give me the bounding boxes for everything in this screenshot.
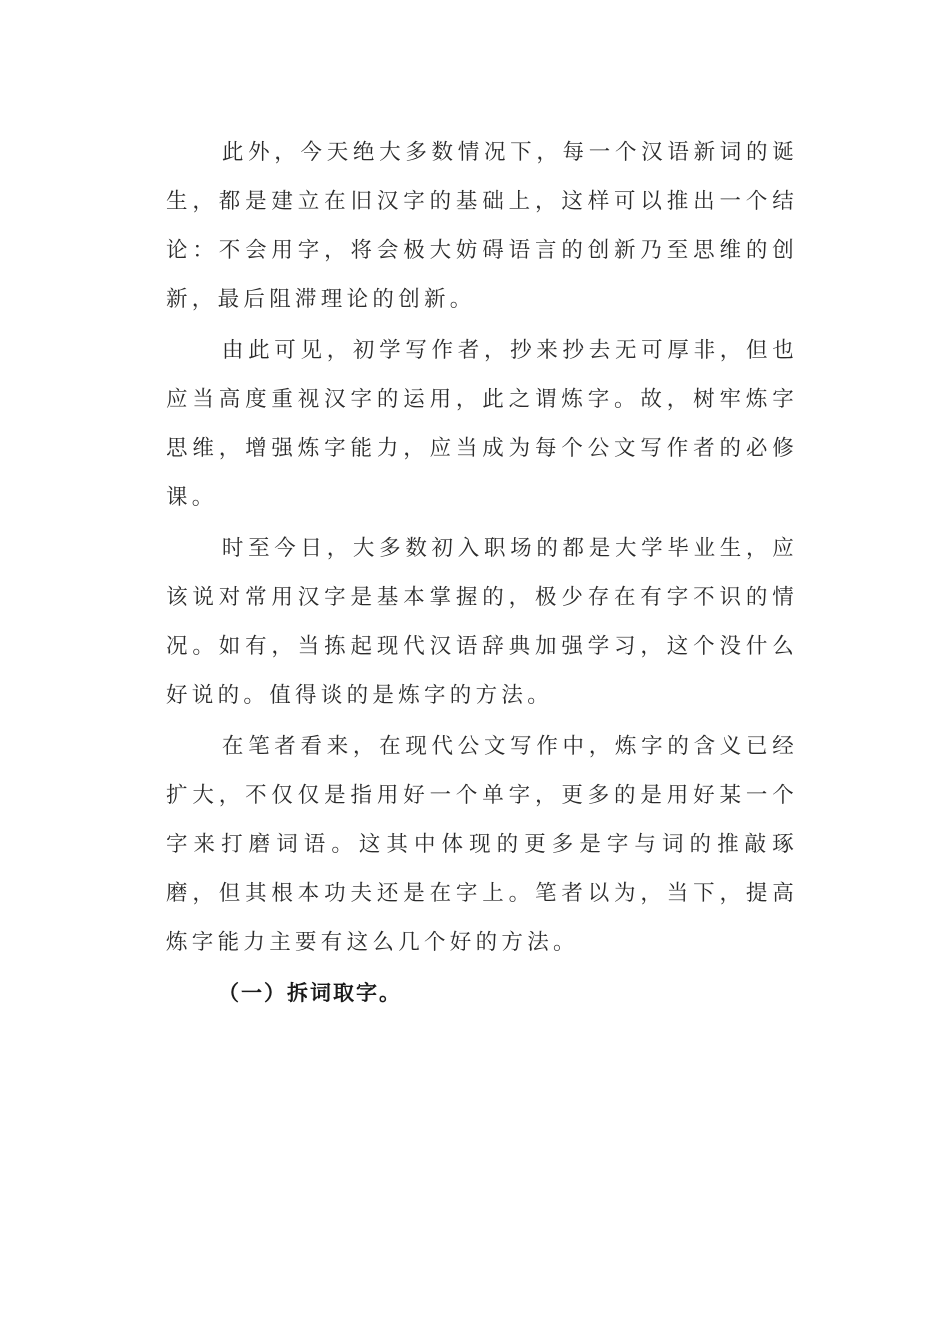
document-body <box>166 128 798 1018</box>
paragraph-3: 时至今日，大多数初入职场的都是大学毕业生，应该说对常用汉字是基本掌握的，极少存在有字不识的情况。如有，当拣起现代汉语辞典加强学习，这个没什么好说的。值得谈的是炼字的方法。 <box>166 536 798 708</box>
paragraph-1: 此外，今天绝大多数情况下，每一个汉语新词的诞生，都是建立在旧汉字的基础上，这样可以推出一个结论：不会用字，将会极大妨碍语言的创新乃至思维的创新，最后阻滞理论的创新。 <box>166 140 798 312</box>
paragraph-2: 由此可见，初学写作者，抄来抄去无可厚非，但也应当高度重视汉字的运用，此之谓炼字。故，树牢炼字思维，增强炼字能力，应当成为每个公文写作者的必修课。 <box>166 338 798 510</box>
paragraph-4: 在笔者看来，在现代公文写作中，炼字的含义已经扩大，不仅仅是指用好一个单字，更多的是用好某一个字来打磨词语。这其中体现的更多是字与词的推敲琢磨，但其根本功夫还是在字上。笔者以为，当下，提高炼字能力主要有这么几个好的方法。 <box>166 734 798 955</box>
section-heading: （一）拆词取字。 <box>218 981 402 1005</box>
